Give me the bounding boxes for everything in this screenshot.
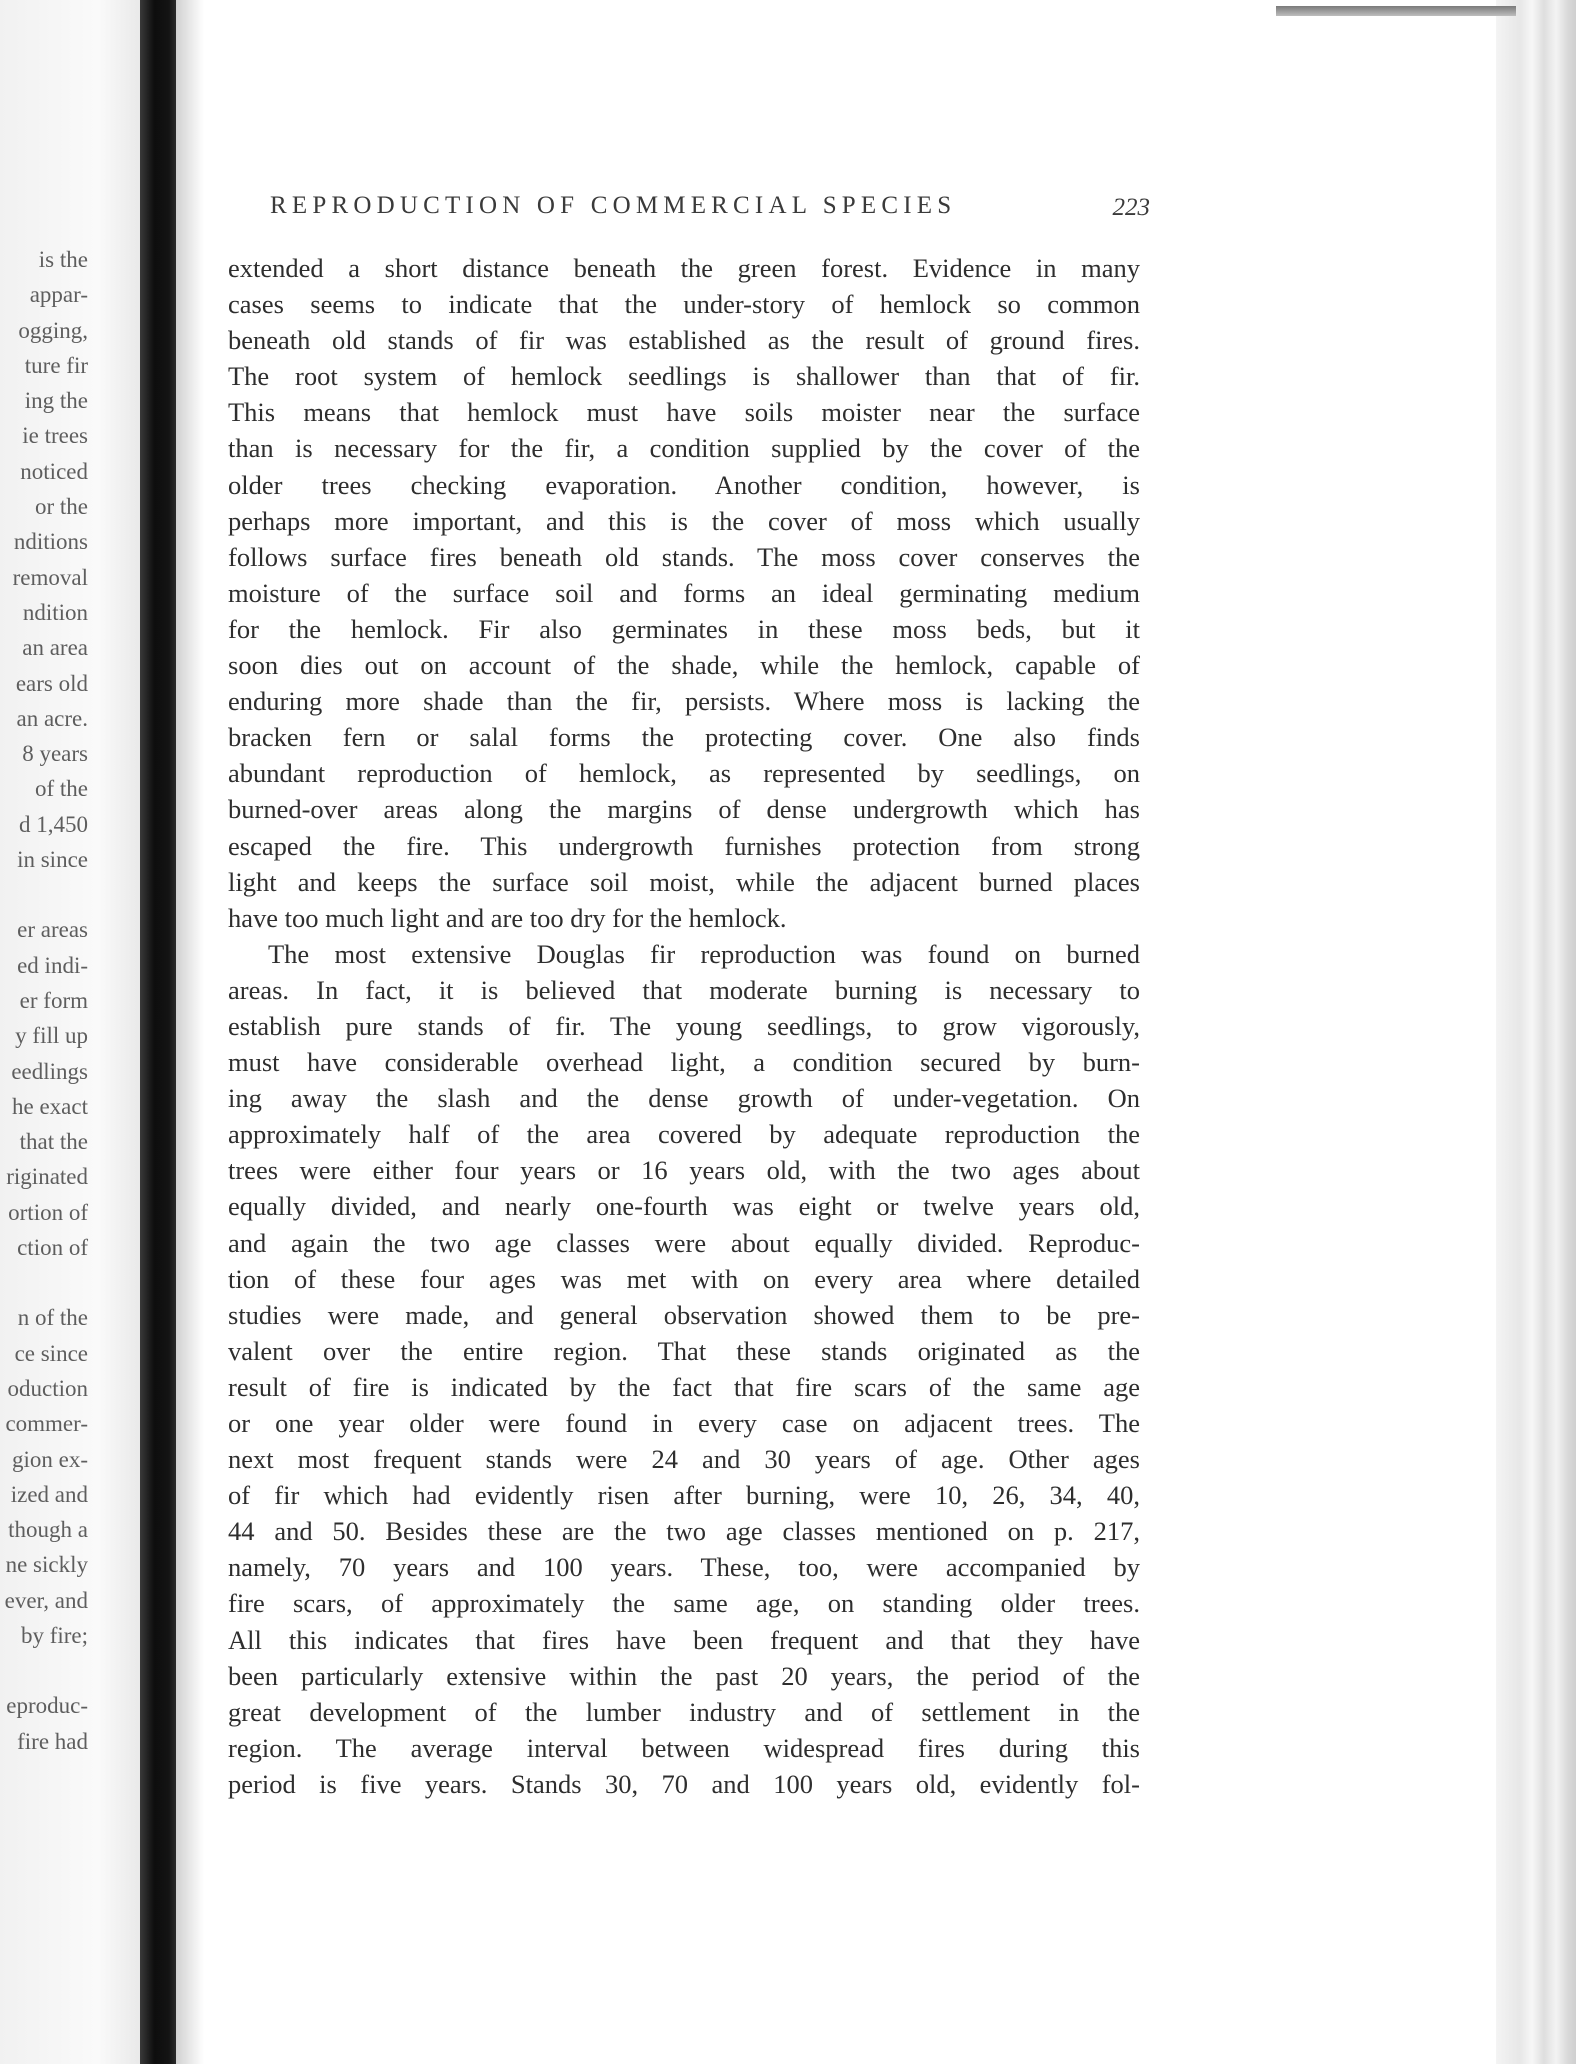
text-line: namely, 70 years and 100 years. These, too, were accompanied by <box>228 1552 1140 1583</box>
text-line: This means that hemlock must have soils moister near the surface <box>228 397 1140 428</box>
text-line: must have considerable overhead light, a condition secured by burn- <box>228 1047 1140 1078</box>
facing-page-line: or the <box>34 494 88 520</box>
text-line: The root system of hemlock seedlings is shallower than that of fir. <box>228 361 1140 392</box>
facing-page-line: commer- <box>5 1411 88 1437</box>
text-line: for the hemlock. Fir also germinates in these moss beds, but it <box>228 613 1140 644</box>
text-line: period is five years. Stands 30, 70 and 100 years old, evidently fol- <box>228 1768 1140 1799</box>
text-line: abundant reproduction of hemlock, as represented by seedlings, on <box>228 758 1140 789</box>
text-line: burned-over areas along the margins of dense undergrowth which has <box>228 794 1140 825</box>
text-line: been particularly extensive within the past 20 years, the period of the <box>228 1660 1140 1691</box>
facing-page-line: ized and <box>10 1481 88 1507</box>
facing-page-line: removal <box>12 564 88 590</box>
text-line: next most frequent stands were 24 and 30 years of age. Other ages <box>228 1444 1140 1475</box>
text-line: establish pure stands of fir. The young seedlings, to grow vigorously, <box>228 1010 1140 1041</box>
facing-page-line: 8 years <box>22 741 88 767</box>
text-line: great development of the lumber industry and of settlement in the <box>228 1696 1140 1727</box>
text-line: approximately half of the area covered by adequate reproduction the <box>228 1119 1140 1150</box>
text-line: 44 and 50. Besides these are the two age classes mentioned on p. 217, <box>228 1516 1140 1547</box>
facing-page-line: by fire; <box>20 1622 88 1648</box>
text-line: fire scars, of approximately the same age, on standing older trees. <box>228 1588 1140 1619</box>
text-line: than is necessary for the fir, a condition supplied by the cover of the <box>228 433 1140 464</box>
text-line: follows surface fires beneath old stands. The moss cover conserves the <box>228 541 1140 572</box>
text-line: equally divided, and nearly one-fourth was eight or twelve years old, <box>228 1191 1140 1222</box>
facing-page-line: er form <box>19 987 88 1013</box>
facing-page-line: nditions <box>13 529 88 555</box>
text-line: trees were either four years or 16 years old, with the two ages about <box>228 1155 1140 1186</box>
facing-page-line <box>5 1265 88 1300</box>
text-line: result of fire is indicated by the fact that fire scars of the same age <box>228 1371 1140 1402</box>
facing-page-line: gion ex- <box>11 1446 88 1472</box>
text-line: extended a short distance beneath the green forest. Evidence in many <box>228 253 1140 283</box>
facing-page-line: an acre. <box>16 705 88 731</box>
facing-page-line: though a <box>8 1517 88 1543</box>
text-line: region. The average interval between widespread fires during this <box>228 1732 1140 1763</box>
facing-page-line <box>5 1653 88 1688</box>
facing-page-line: ing the <box>24 388 88 414</box>
facing-page-line: he exact <box>12 1093 88 1119</box>
facing-page-line: oduction <box>7 1375 88 1401</box>
facing-page-line: ie trees <box>22 423 88 449</box>
facing-page-line: appar- <box>29 282 88 308</box>
facing-page-line: riginated <box>6 1164 88 1190</box>
facing-page-line: ndition <box>22 599 88 625</box>
facing-page-line: ogging, <box>18 317 88 343</box>
facing-page-line: fire had <box>17 1728 88 1754</box>
text-line: or one year older were found in every case on adjacent trees. The <box>228 1408 1140 1438</box>
facing-page-line: er areas <box>17 917 88 943</box>
facing-page-line: is the <box>38 247 88 272</box>
page-edges <box>1496 0 1576 2064</box>
text-line: and again the two age classes were about equally divided. Reproduc- <box>228 1227 1140 1258</box>
text-line: enduring more shade than the fir, persists. Where moss is lacking the <box>228 686 1140 717</box>
gutter-shadow <box>176 0 204 2064</box>
facing-page-line: ne sickly <box>5 1552 88 1578</box>
paragraph <box>228 250 1140 936</box>
text-line: ing away the slash and the dense growth of under-vegetation. On <box>228 1083 1140 1114</box>
facing-page-line: d 1,450 <box>19 811 88 837</box>
running-title: REPRODUCTION OF COMMERCIAL SPECIES <box>270 192 957 219</box>
text-line: of fir which had evidently risen after burning, were 10, 26, 34, 40, <box>228 1480 1140 1511</box>
facing-page-line: ears old <box>15 670 88 696</box>
facing-page-line <box>5 877 88 912</box>
text-line: have too much light and are too dry for the hemlock. <box>228 902 787 933</box>
running-head <box>270 192 1150 232</box>
facing-page-line: n of the <box>17 1305 88 1331</box>
facing-page-line: ever, and <box>4 1587 88 1613</box>
book-spine <box>140 0 176 2064</box>
facing-page-line: ction of <box>17 1235 88 1261</box>
facing-page-text <box>5 242 88 1759</box>
facing-page-line: ed indi- <box>17 952 88 978</box>
text-line: bracken fern or salal forms the protecting cover. One also finds <box>228 722 1140 753</box>
facing-page-line: ture fir <box>24 352 88 378</box>
text-line: cases seems to indicate that the under-story of hemlock so common <box>228 289 1140 320</box>
text-line: perhaps more important, and this is the cover of moss which usually <box>228 505 1140 536</box>
text-line: beneath old stands of fir was established as the result of ground fires. <box>228 325 1140 356</box>
facing-page-line: in since <box>17 847 88 873</box>
text-line: escaped the fire. This undergrowth furnishes protection from strong <box>228 830 1140 861</box>
paragraph <box>228 936 1140 1802</box>
facing-page-line: an area <box>22 635 88 661</box>
facing-page-line: eproduc- <box>6 1693 88 1719</box>
facing-page-line: eedlings <box>11 1058 88 1084</box>
facing-page-line: that the <box>19 1129 88 1155</box>
text-line: areas. In fact, it is believed that moderate burning is necessary to <box>228 974 1140 1005</box>
text-line: studies were made, and general observation showed them to be pre- <box>228 1299 1140 1330</box>
text-line: The most extensive Douglas fir reproduction was found on burned <box>268 938 1140 969</box>
text-line: light and keeps the surface soil moist, while the adjacent burned places <box>228 866 1140 897</box>
text-line: older trees checking evaporation. Another condition, however, is <box>228 469 1140 500</box>
facing-page-line: of the <box>34 776 88 802</box>
text-line: soon dies out on account of the shade, while the hemlock, capable of <box>228 650 1140 681</box>
facing-page-line: ce since <box>14 1340 88 1366</box>
text-line: moisture of the surface soil and forms an ideal germinating medium <box>228 577 1140 608</box>
page-number: 223 <box>1112 194 1150 221</box>
facing-page-line: ortion of <box>8 1199 88 1225</box>
text-line: All this indicates that fires have been frequent and that they have <box>228 1624 1140 1655</box>
body-text <box>228 250 1140 1802</box>
facing-page-line: noticed <box>20 458 88 484</box>
top-page-edge <box>1276 6 1516 16</box>
facing-page <box>0 0 140 2064</box>
facing-page-line: y fill up <box>15 1023 88 1049</box>
text-line: valent over the entire region. That these stands originated as the <box>228 1335 1140 1366</box>
text-line: tion of these four ages was met with on every area where detailed <box>228 1263 1140 1294</box>
